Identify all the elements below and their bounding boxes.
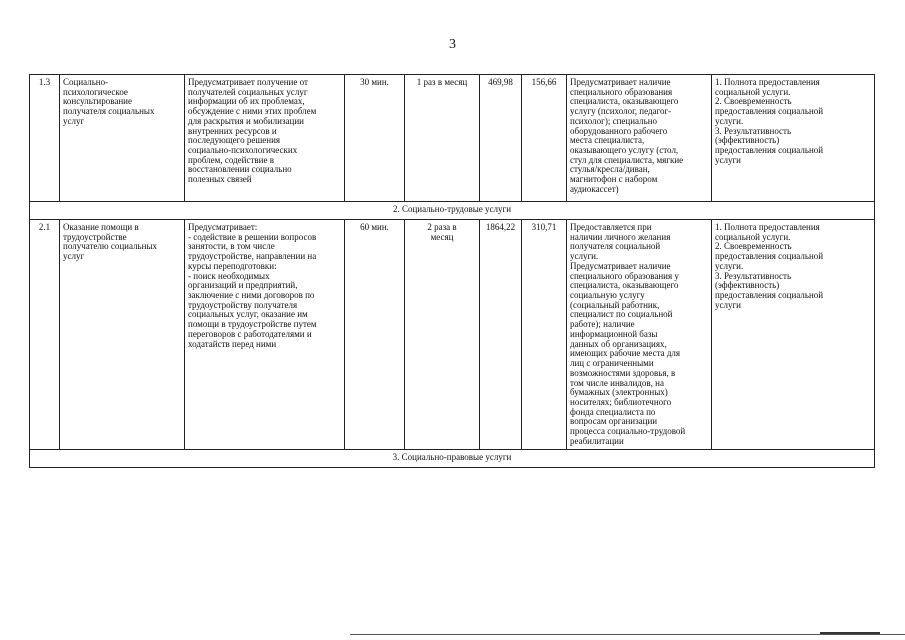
service-frequency: 2 раза в месяц	[405, 220, 480, 450]
service-conditions: Предусматривает наличие специального образования специалиста, оказывающего услугу (психолог, педагог- психолог); специально оборудованного рабочего места специалиста, оказывающего услугу (стол, стул для специалиста, мягкие стулья/кресла/диван, магнитофон с набором аудиокассет)	[567, 75, 712, 202]
service-name: Социально- психологическое консультирование получателя социальных услуг	[60, 75, 185, 202]
service-value-1: 469,98	[480, 75, 522, 202]
scan-edge-line	[350, 634, 905, 635]
row-number: 2.1	[30, 220, 60, 450]
service-time: 30 мин.	[345, 75, 405, 202]
row-number: 1.3	[30, 75, 60, 202]
table-row	[30, 75, 875, 202]
service-name: Оказание помощи в трудоустройстве получателю социальных услуг	[60, 220, 185, 450]
service-value-2: 156,66	[522, 75, 567, 202]
service-quality: 1. Полнота предоставления социальной услуги. 2. Своевременность предоставления социальной услуги. 3. Результативность (эффективность) предоставления социальной услуги	[712, 75, 875, 202]
section-row	[30, 450, 875, 468]
service-conditions: Предоставляется при наличии личного желания получателя социальной услуги. Предусматривает наличие специального образования у специалиста, оказывающего социальную услугу (социальный работник, специалист по социальной работе); наличие информационной базы данных об организациях, имеющих рабочие места для лиц с ограниченными возможностями здоровья, в том числе инвалидов, на бумажных (электронных) носителях; библиотечного фонда специалиста по вопросам организации процесса социально-трудовой реабилитации	[567, 220, 712, 450]
service-value-1: 1864,22	[480, 220, 522, 450]
service-description: Предусматривает: - содействие в решении вопросов занятости, в том числе трудоустройстве, направлении на курсы переподготовки: - поиск необходимых организаций и предприятий, заключение с ними договоров по трудоустройству получателя социальных услуг, оказание им помощи в трудоустройстве путем переговоров с работодателями и ходатайств перед ними	[185, 220, 345, 450]
table-row	[30, 220, 875, 450]
services-table	[29, 74, 875, 468]
section-title-labor: 2. Социально-трудовые услуги	[30, 202, 875, 220]
service-value-2: 310,71	[522, 220, 567, 450]
section-title-legal: 3. Социально-правовые услуги	[30, 450, 875, 468]
service-frequency: 1 раз в месяц	[405, 75, 480, 202]
service-description: Предусматривает получение от получателей социальных услуг информации об их проблемах, обсуждение с ними этих проблем для раскрытия и мобилизации внутренних ресурсов и последующего решения социально-психологических проблем, содействие в восстановлении социально полезных связей	[185, 75, 345, 202]
page-number: 3	[449, 37, 456, 52]
section-row	[30, 202, 875, 220]
scan-edge-mark	[820, 632, 880, 634]
service-time: 60 мин.	[345, 220, 405, 450]
service-quality: 1. Полнота предоставления социальной услуги. 2. Своевременность предоставления социальной услуги. 3. Результативность (эффективность) предоставления социальной услуги	[712, 220, 875, 450]
